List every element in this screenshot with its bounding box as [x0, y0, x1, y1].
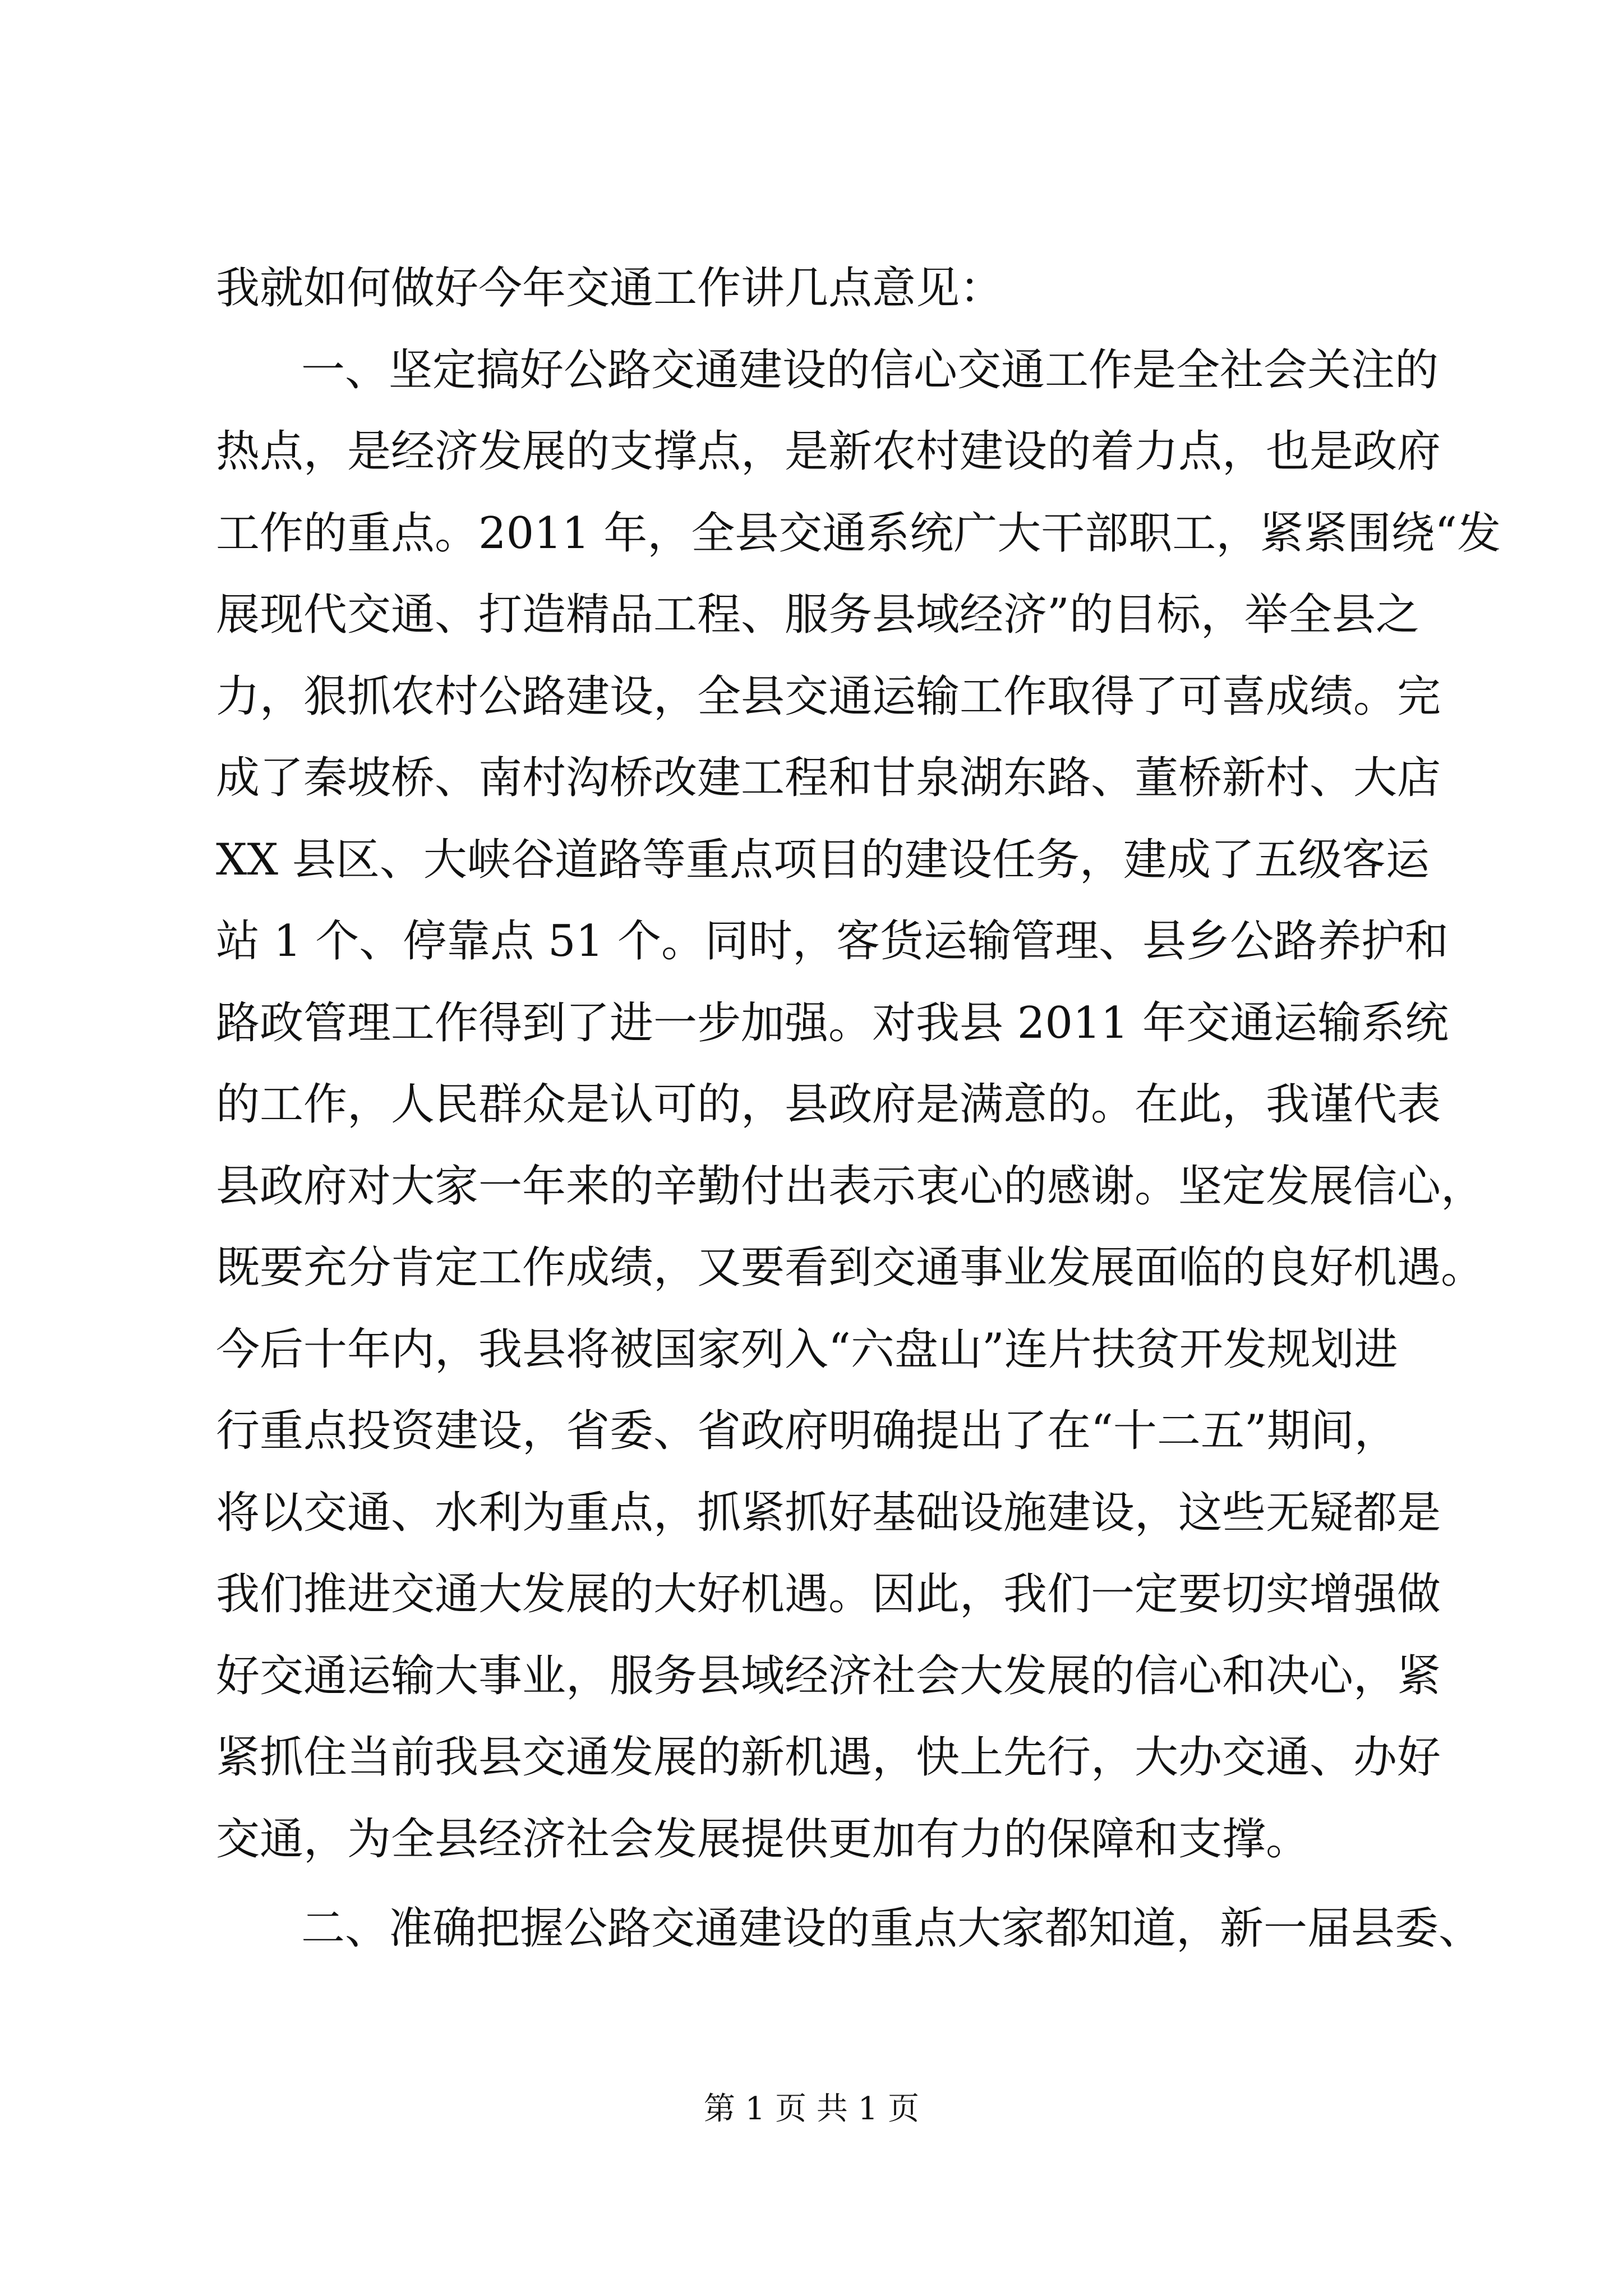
text-line-9: 站 1 个、停靠点 51 个。同时，客货运输管理、县乡公路养护和 — [216, 916, 1449, 967]
text-line-13: 既要充分肯定工作成绩，又要看到交通事业发展面临的良好机遇。 — [216, 1243, 1485, 1293]
text-line-7: 成了秦坡桥、南村沟桥改建工程和甘泉湖东路、董桥新村、大店 — [216, 753, 1441, 803]
page-footer: 第 1 页 共 1 页 — [703, 2091, 920, 2127]
text-line-11: 的工作，人民群众是认可的，县政府是满意的。在此，我谨代表 — [216, 1079, 1441, 1130]
text-line-21: 二、准确把握公路交通建设的重点大家都知道，新一届县委、 — [301, 1903, 1483, 1954]
text-line-1: 我就如何做好今年交通工作讲几点意见： — [216, 263, 1004, 314]
text-line-4: 工作的重点。2011 年，全县交通系统广大干部职工，紧紧围绕“发 — [216, 508, 1501, 559]
text-line-3: 热点，是经济发展的支撑点，是新农村建设的着力点，也是政府 — [216, 426, 1441, 477]
text-line-16: 将以交通、水利为重点，抓紧抓好基础设施建设，这些无疑都是 — [216, 1487, 1441, 1538]
text-line-2: 一、坚定搞好公路交通建设的信心交通工作是全社会关注的 — [301, 344, 1439, 395]
text-line-17: 我们推进交通大发展的大好机遇。因此，我们一定要切实增强做 — [216, 1569, 1441, 1619]
text-line-18: 好交通运输大事业，服务县域经济社会大发展的信心和决心，紧 — [216, 1650, 1441, 1701]
text-line-10: 路政管理工作得到了进一步加强。对我县 2011 年交通运输系统 — [216, 997, 1449, 1048]
text-line-5: 展现代交通、打造精品工程、服务县域经济”的目标，举全县之 — [216, 590, 1419, 640]
text-line-20: 交通，为全县经济社会发展提供更加有力的保障和支撑。 — [216, 1814, 1310, 1865]
text-line-14: 今后十年内，我县将被国家列入“六盘山”连片扶贫开发规划进 — [216, 1324, 1398, 1375]
text-line-12: 县政府对大家一年来的辛勤付出表示衷心的感谢。坚定发展信心， — [216, 1161, 1485, 1212]
text-line-15: 行重点投资建设，省委、省政府明确提出了在“十二五”期间， — [216, 1406, 1398, 1456]
text-line-6: 力，狠抓农村公路建设，全县交通运输工作取得了可喜成绩。完 — [216, 671, 1441, 722]
document-body — [216, 248, 1501, 1970]
text-line-8: XX 县区、大峡谷道路等重点项目的建设任务，建成了五级客运 — [216, 834, 1430, 885]
text-line-19: 紧抓住当前我县交通发展的新机遇，快上先行，大办交通、办好 — [216, 1732, 1441, 1783]
